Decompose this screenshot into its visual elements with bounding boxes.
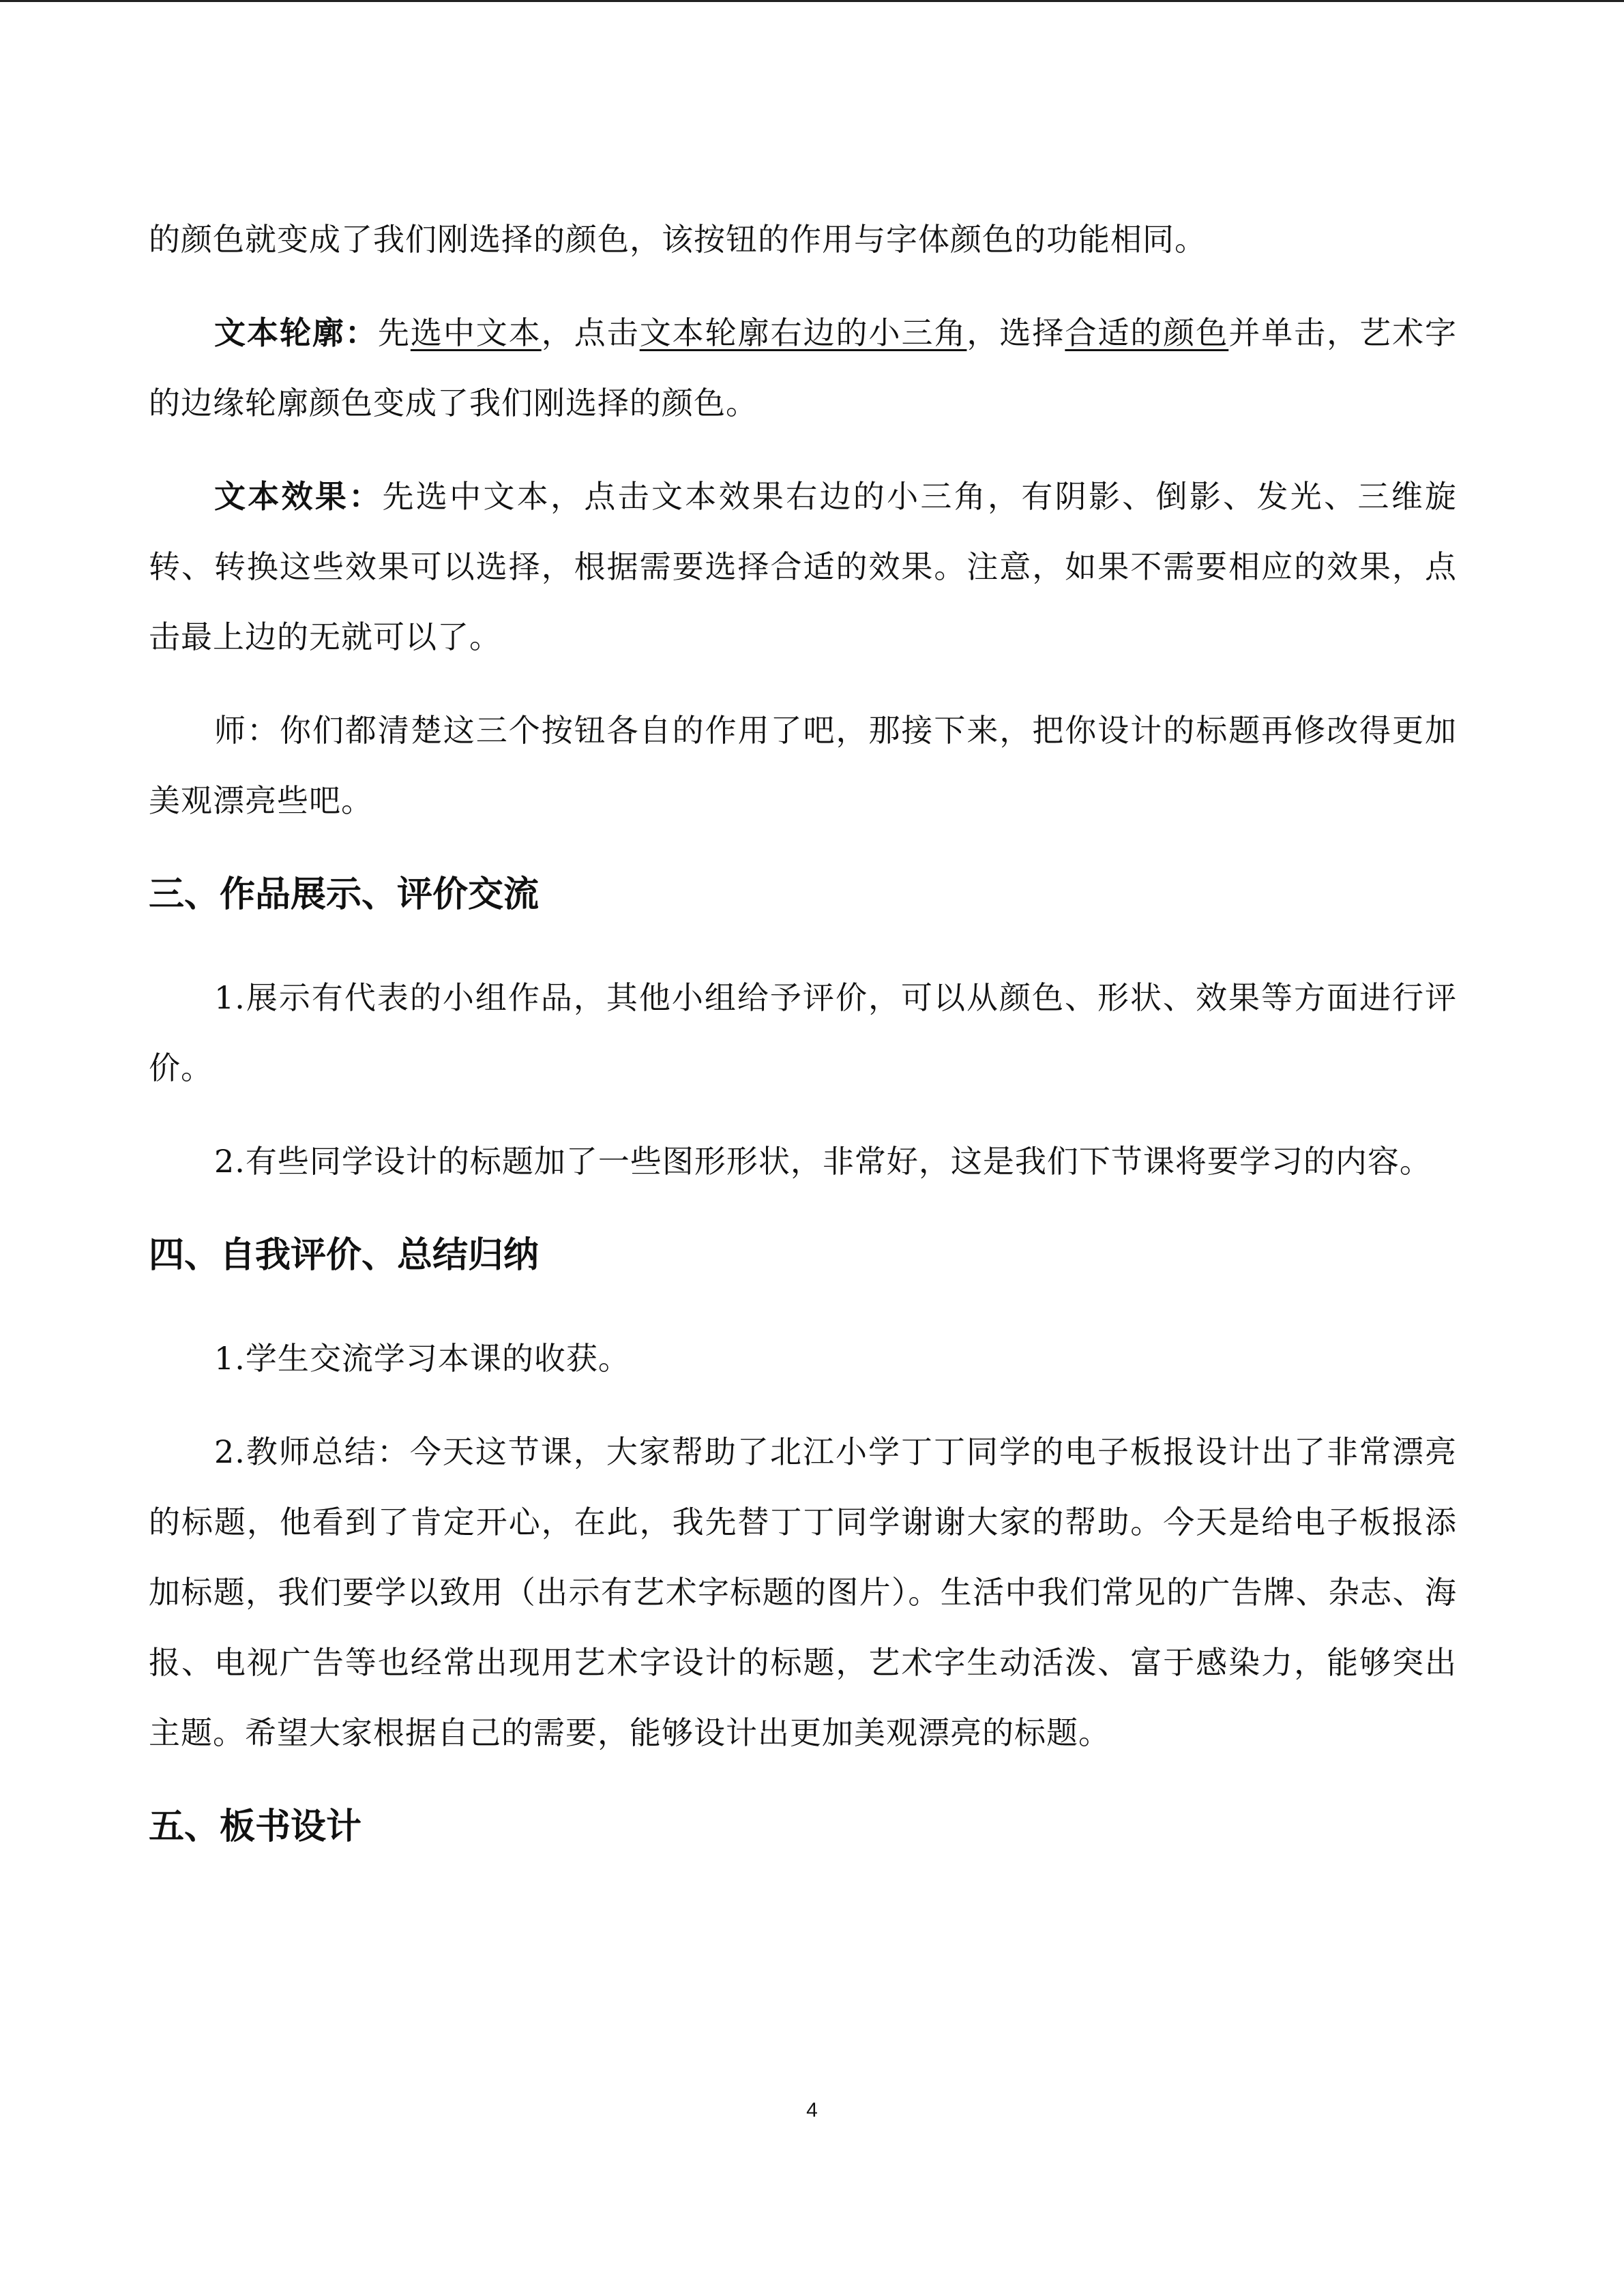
section-heading-board-design: 五、板书设计 (149, 1806, 362, 1847)
term-text-outline: 文本轮廓： (214, 314, 378, 351)
underlined-select-text: 选中文本 (410, 314, 542, 351)
text-segment: 并单击，艺术字的边缘轮廓颜色变成了我们刚选择的颜色。 (149, 314, 1458, 421)
underlined-suitable-color: 合适的颜色 (1065, 314, 1229, 351)
text-segment: ，选择 (966, 314, 1065, 351)
text-segment: ，点击 (541, 314, 640, 351)
document-body (149, 205, 1457, 1895)
list-item: 1.展示有代表的小组作品，其他小组给予评价，可以从颜色、形状、效果等方面进行评价。 (149, 979, 1457, 1086)
list-item: 1.学生交流学习本课的收获。 (214, 1340, 630, 1377)
underlined-outline-triangle: 文本轮廓右边的小三角 (639, 314, 967, 351)
paragraph-teacher-remark: 师：你们都清楚这三个按钮各自的作用了吧，那接下来，把你设计的标题再修改得更加美观漂亮些吧。 (149, 712, 1457, 819)
list-item: 2.有些同学设计的标题加了一些图形形状，非常好，这是我们下节课将要学习的内容。 (214, 1143, 1432, 1180)
section-heading-self-evaluation: 四、自我评价、总结归纳 (149, 1235, 540, 1276)
top-border-line (0, 0, 1624, 2)
paragraph-text-outline (149, 298, 1457, 438)
section-heading-showcase: 三、作品展示、评价交流 (149, 874, 540, 915)
text-segment: 先选中文本，点击文本效果右边的小三角，有阴影、倒影、发光、三维旋转、转换这些效果可以选择，根据需要选择合适的效果。注意，如果不需要相应的效果，点击最上边的无就可以了。 (149, 478, 1458, 655)
paragraph-color-result: 的颜色就变成了我们刚选择的颜色，该按钮的作用与字体颜色的功能相同。 (149, 221, 1207, 258)
text-segment: 先 (377, 314, 411, 351)
paragraph-text-effects (149, 462, 1457, 672)
term-text-effects: 文本效果： (214, 478, 383, 515)
list-item: 2.教师总结：今天这节课，大家帮助了北江小学丁丁同学的电子板报设计出了非常漂亮的标题，他看到了肯定开心，在此，我先替丁丁同学谢谢大家的帮助。今天是给电子板报添加标题，我们要学以致用（出示有艺术字标题的图片）。生活中我们常见的广告牌、杂志、海报、电视广告等也经常出现用艺术字设计的标题，艺术字生动活泼、富于感染力，能够突出主题。希望大家根据自己的需要，能够设计出更加美观漂亮的标题。 (149, 1433, 1457, 1751)
page-number: 4 (806, 2099, 818, 2121)
